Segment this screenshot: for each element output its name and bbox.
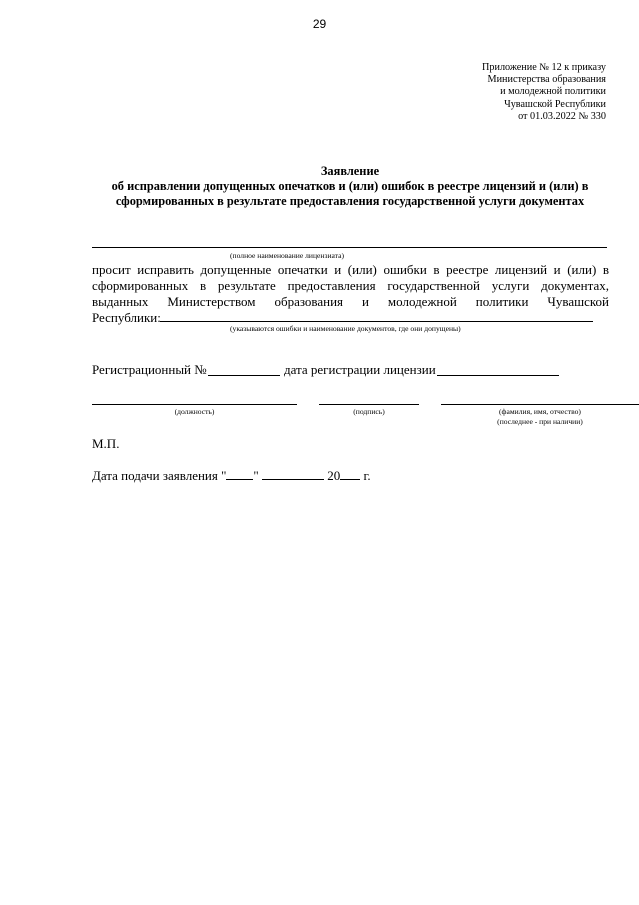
submission-month-field[interactable] <box>262 467 324 480</box>
full-name-note: (последнее - при наличии) <box>497 417 583 426</box>
title-line-2: сформированных в результате предоставления государственной услуги документах <box>115 194 585 208</box>
submission-year-field[interactable] <box>340 467 360 480</box>
licensee-name-field[interactable] <box>92 247 607 248</box>
document-title <box>90 164 610 209</box>
licensee-hint: (полное наименование лицензиата) <box>230 251 344 260</box>
full-name-hint: (фамилия, имя, отчество) <box>499 407 581 416</box>
submission-label: Дата подачи заявления <box>92 468 218 483</box>
registration-date-label: дата регистрации лицензии <box>284 362 436 377</box>
signature-field[interactable] <box>319 404 419 405</box>
title-heading: Заявление <box>320 164 380 178</box>
body-line-2: сформированных в результате предоставления государственной услуги документах, <box>92 278 609 293</box>
position-field[interactable] <box>92 404 297 405</box>
errors-field[interactable] <box>160 321 593 322</box>
registration-number-field[interactable] <box>208 375 280 376</box>
registration-number-label: Регистрационный № <box>92 362 207 377</box>
signature-hint: (подпись) <box>353 407 385 416</box>
appendix-line: и молодежной политики <box>500 86 606 98</box>
republic-label: Республики: <box>92 310 161 325</box>
registration-date-field[interactable] <box>437 375 559 376</box>
stamp-label: М.П. <box>92 436 120 451</box>
appendix-line: от 01.03.2022 № 330 <box>518 110 606 122</box>
errors-hint: (указываются ошибки и наименование документов, где они допущены) <box>230 324 461 333</box>
appendix-line: Министерства образования <box>487 74 606 86</box>
appendix-line: Чувашской Республики <box>504 98 606 110</box>
quote-open: " <box>221 468 227 483</box>
title-line-1: об исправлении допущенных опечатков и (или) ошибок в реестре лицензий и (или) в <box>111 179 589 193</box>
full-name-field[interactable] <box>441 404 639 405</box>
quote-close: " <box>253 468 259 483</box>
appendix-line: Приложение № 12 к приказу <box>482 62 606 73</box>
position-hint: (должность) <box>174 407 215 416</box>
appendix-reference <box>482 62 606 123</box>
page-number: 29 <box>312 17 327 31</box>
submission-day-field[interactable] <box>226 467 253 480</box>
submission-date <box>92 467 371 484</box>
submission-century: 20 <box>327 468 341 483</box>
body-line-1: просит исправить допущенные опечатки и (или) ошибки в реестре лицензий и (или) в <box>92 262 609 277</box>
body-line-3: выданных Министерством образования и молодежной политики Чувашской <box>92 294 609 309</box>
submission-year-suffix: г. <box>363 468 371 483</box>
